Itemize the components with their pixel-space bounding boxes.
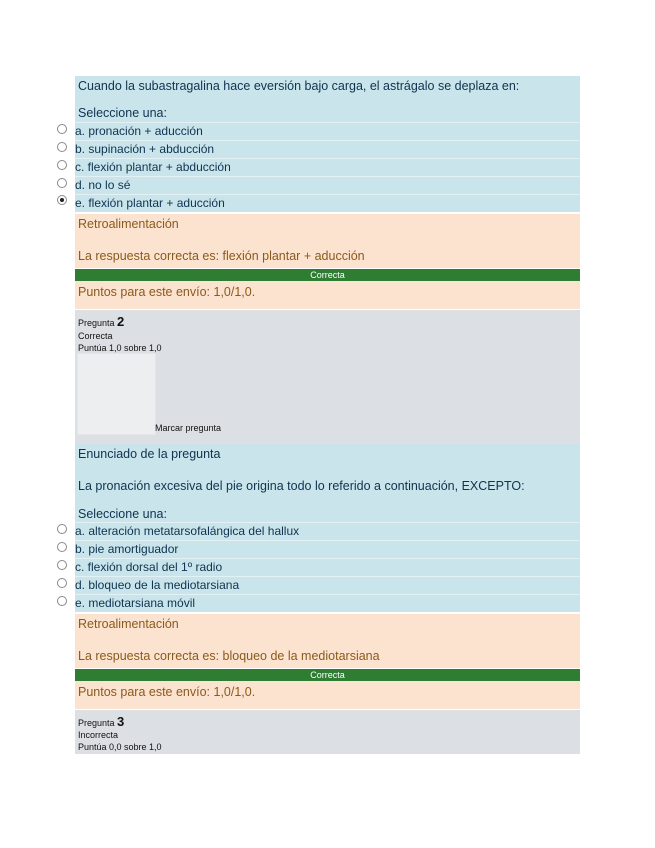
q2-result-bar: Correcta: [75, 669, 580, 681]
q1-option-c[interactable]: c. flexión plantar + abducción: [75, 158, 580, 175]
q2-radio-c[interactable]: [57, 560, 67, 570]
q2-feedback-title: Retroalimentación: [75, 615, 580, 633]
q2-option-b[interactable]: b. pie amortiguador: [75, 540, 580, 557]
q1-prompt: Cuando la subastragalina hace eversión bajo carga, el astrágalo se deplaza en:: [75, 77, 580, 95]
q1-select-label: Seleccione una:: [75, 104, 580, 122]
q1-points: Puntos para este envío: 1,0/1,0.: [75, 283, 580, 301]
q2-radio-e[interactable]: [57, 596, 67, 606]
q2-radio-d[interactable]: [57, 578, 67, 588]
q3-score: Puntúa 0,0 sobre 1,0: [78, 742, 162, 752]
q2-status: Correcta: [78, 331, 113, 341]
q2-prompt: La pronación excesiva del pie origina todo lo referido a continuación, EXCEPTO:: [75, 477, 580, 495]
q1-radio-a[interactable]: [57, 124, 67, 134]
q2-points: Puntos para este envío: 1,0/1,0.: [75, 683, 580, 701]
q1-radio-c[interactable]: [57, 160, 67, 170]
q1-feedback-title: Retroalimentación: [75, 215, 580, 233]
q1-option-d[interactable]: d. no lo sé: [75, 176, 580, 193]
q2-flag-box[interactable]: [77, 353, 156, 435]
q1-option-a[interactable]: a. pronación + aducción: [75, 122, 580, 139]
q3-number: Pregunta 3: [78, 714, 125, 729]
q2-score: Puntúa 1,0 sobre 1,0: [78, 343, 162, 353]
q1-radio-e-selected[interactable]: [57, 195, 67, 205]
q1-radio-d[interactable]: [57, 178, 67, 188]
q2-heading: Enunciado de la pregunta: [75, 445, 580, 463]
q2-select-label: Seleccione una:: [75, 505, 580, 523]
q2-option-a[interactable]: a. alteración metatarsofalángica del hallux: [75, 522, 580, 539]
q2-flag-question-link[interactable]: Marcar pregunta: [155, 423, 222, 433]
q2-radio-b[interactable]: [57, 542, 67, 552]
q3-status: Incorrecta: [78, 730, 119, 740]
q2-number: Pregunta 2: [78, 314, 125, 329]
q2-feedback-answer: La respuesta correcta es: bloqueo de la mediotarsiana: [75, 647, 580, 665]
q2-option-d[interactable]: d. bloqueo de la mediotarsiana: [75, 576, 580, 593]
q2-radio-a[interactable]: [57, 524, 67, 534]
q1-result-bar: Correcta: [75, 269, 580, 281]
q1-option-e[interactable]: e. flexión plantar + aducción: [75, 194, 580, 211]
q1-option-b[interactable]: b. supinación + abducción: [75, 140, 580, 157]
q1-feedback-answer: La respuesta correcta es: flexión plantar + aducción: [75, 247, 580, 265]
q2-option-c[interactable]: c. flexión dorsal del 1º radio: [75, 558, 580, 575]
q2-option-e[interactable]: e. mediotarsiana móvil: [75, 594, 580, 611]
q1-radio-b[interactable]: [57, 142, 67, 152]
